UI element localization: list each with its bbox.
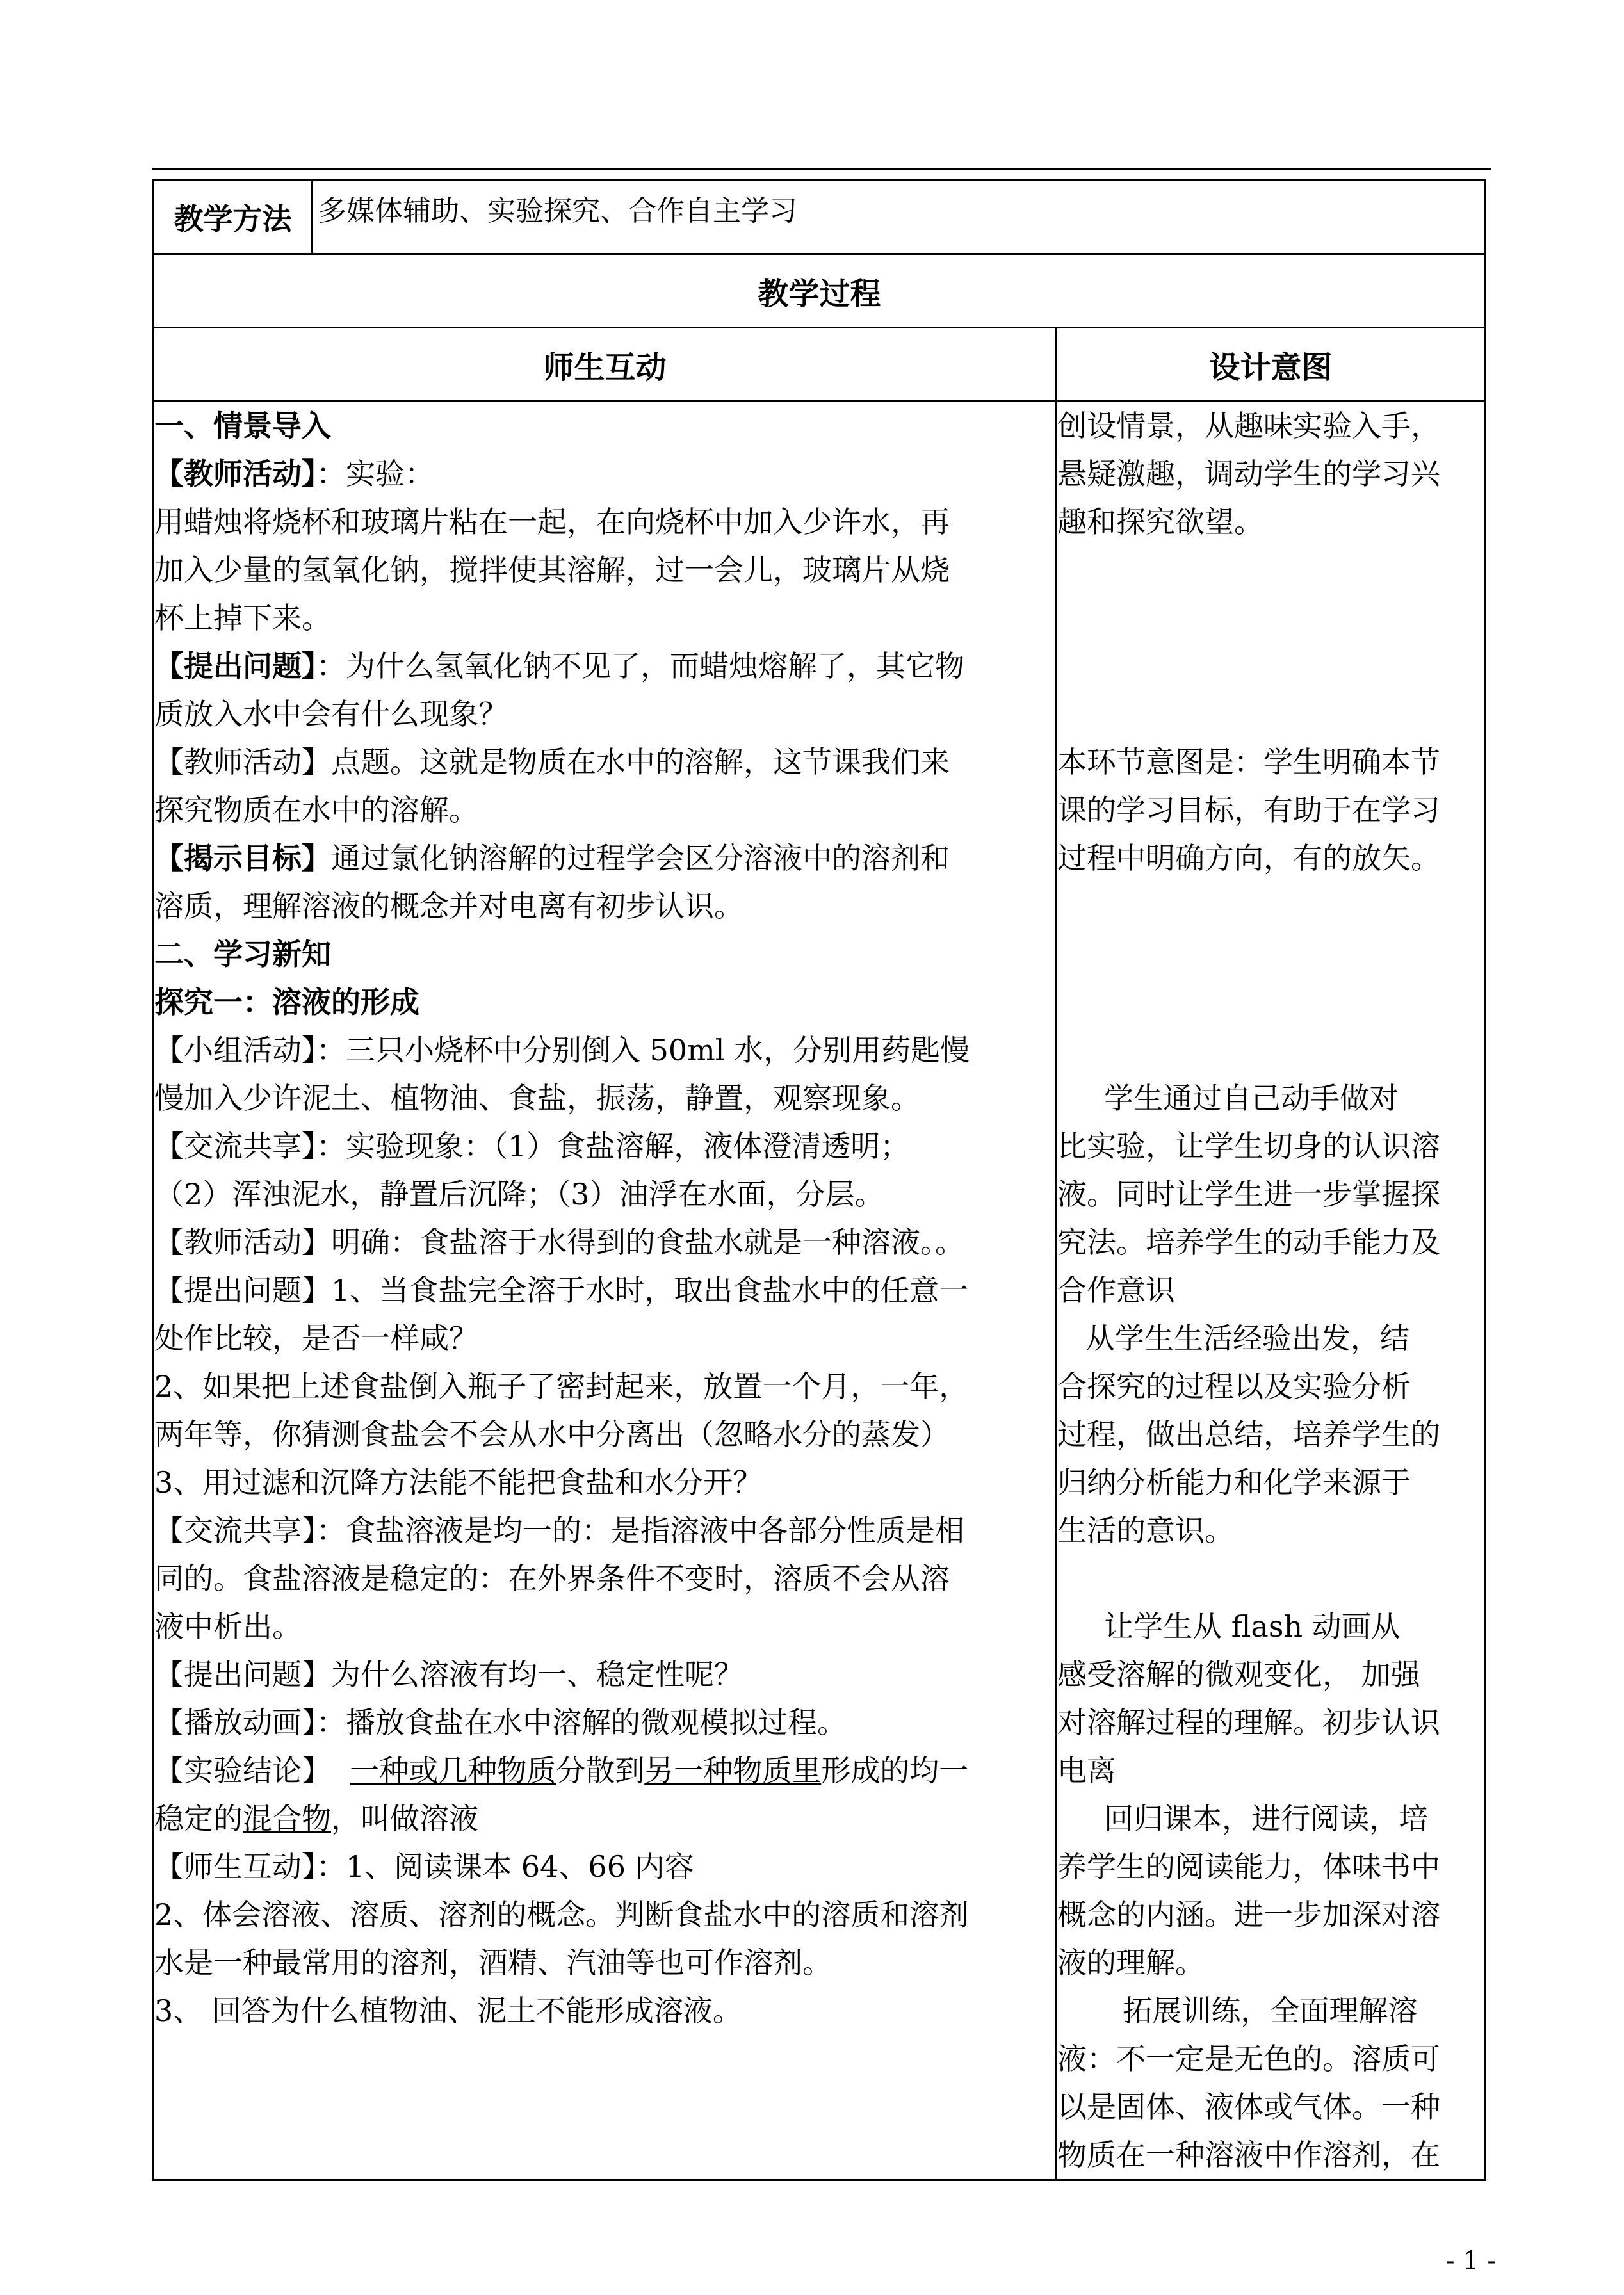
text-line: 两年等，你猜测食盐会不会从水中分离出（忽略水分的蒸发） <box>154 1417 950 1452</box>
text-line: 创设情景，从趣味实验入手， <box>1057 409 1440 443</box>
text-line: 电离 <box>1057 1753 1116 1788</box>
text-line: 2、体会溶液、溶质、溶剂的概念。判断食盐水中的溶质和溶剂 <box>154 1897 969 1932</box>
page-number: - 1 - <box>1446 2246 1496 2276</box>
text-line: 【提出问题】1、当食盐完全溶于水时，取出食盐水中的任意一 <box>154 1273 969 1308</box>
text-line: 合探究的过程以及实验分析 <box>1057 1369 1411 1404</box>
process-title: 教学过程 <box>154 254 1486 328</box>
text-line: 处作比较，是否一样咸？ <box>154 1321 478 1356</box>
tag: 【提出问题】 <box>154 649 316 683</box>
text-line: 【交流共享】：实验现象：（1）食盐溶解，液体澄清透明； <box>154 1129 910 1164</box>
text-line: 【师生互动】：1、阅读课本 64、66 内容 <box>154 1849 694 1884</box>
text-line: 【小组活动】：三只小烧杯中分别倒入 50ml 水，分别用药匙慢 <box>154 1033 970 1067</box>
lesson-plan-table <box>152 179 1486 2181</box>
method-label: 教学方法 <box>154 181 313 254</box>
text-line: 让学生从 flash 动画从 <box>1057 1609 1401 1644</box>
text-line: 回归课本，进行阅读，培 <box>1057 1801 1429 1836</box>
process-title-row <box>154 254 1486 328</box>
text-line: 对溶解过程的理解。初步认识 <box>1057 1705 1440 1740</box>
tag: 【揭示目标】 <box>154 841 331 875</box>
text-span: 分散到 <box>556 1753 645 1788</box>
text-line: 【提出问题】为什么溶液有均一、稳定性呢？ <box>154 1657 743 1692</box>
method-value: 多媒体辅助、实验探究、合作自主学习 <box>313 181 1486 254</box>
text-line: 加入少量的氢氧化钠，搅拌使其溶解，过一会儿，玻璃片从烧 <box>154 553 950 587</box>
text-line: 合作意识 <box>1057 1273 1175 1308</box>
text-line <box>154 1747 1055 1795</box>
column-header-row <box>154 328 1486 401</box>
subsection-heading: 探究一：溶液的形成 <box>154 985 419 1019</box>
text-line: 【交流共享】：食盐溶液是均一的：是指溶液中各部分性质是相 <box>154 1513 964 1548</box>
text-line: （2）浑浊泥水，静置后沉降；（3）油浮在水面，分层。 <box>154 1177 884 1212</box>
text-span: 形成的均一 <box>821 1753 969 1788</box>
text-span: ，叫做溶液 <box>331 1801 478 1836</box>
text-line: 感受溶解的微观变化， 加强 <box>1057 1657 1420 1692</box>
text-line: 杯上掉下来。 <box>154 601 331 635</box>
text-line <box>154 1795 1055 1843</box>
tag: 【教师活动】 <box>154 457 316 491</box>
text-line <box>154 450 1055 498</box>
column-header-interaction: 师生互动 <box>154 328 1057 401</box>
text-line: 养学生的阅读能力，体味书中 <box>1057 1849 1440 1884</box>
text-line: 归纳分析能力和化学来源于 <box>1057 1465 1411 1500</box>
text-span: 【实验结论】 <box>154 1753 350 1788</box>
text-line: 学生通过自己动手做对 <box>1057 1081 1399 1115</box>
underlined-term: 一种或几种物质 <box>350 1753 556 1788</box>
text-line: 探究物质在水中的溶解。 <box>154 793 478 827</box>
method-row <box>154 181 1486 254</box>
text-line: 究法。培养学生的动手能力及 <box>1057 1225 1440 1260</box>
spacer <box>1057 882 1484 1075</box>
header-rule <box>152 168 1491 170</box>
text-line: 从学生生活经验出发，结 <box>1057 1321 1409 1356</box>
text-line: 2、如果把上述食盐倒入瓶子了密封起来，放置一个月，一年， <box>154 1369 969 1404</box>
text-span: ：实验： <box>316 457 434 491</box>
text-line <box>154 642 1055 690</box>
text-line: 课的学习目标，有助于在学习 <box>1057 793 1440 827</box>
spacer <box>1057 1555 1484 1603</box>
text-line: 悬疑激趣，调动学生的学习兴 <box>1057 457 1440 491</box>
text-line: 本环节意图是：学生明确本节 <box>1057 745 1440 779</box>
text-line: 液的理解。 <box>1057 1945 1205 1980</box>
text-line: 物质在一种溶液中作溶剂，在 <box>1057 2137 1440 2172</box>
text-line: 液中析出。 <box>154 1609 302 1644</box>
text-line: 质放入水中会有什么现象？ <box>154 697 508 731</box>
column-header-intent: 设计意图 <box>1057 328 1486 401</box>
text-line: 溶质，理解溶液的概念并对电离有初步认识。 <box>154 889 743 923</box>
section-heading: 二、学习新知 <box>154 937 331 971</box>
text-line: 生活的意识。 <box>1057 1513 1234 1548</box>
section-heading: 一、情景导入 <box>154 409 331 443</box>
text-line: 同的。食盐溶液是稳定的：在外界条件不变时，溶质不会从溶 <box>154 1561 950 1596</box>
text-line: 以是固体、液体或气体。一种 <box>1057 2089 1440 2124</box>
text-span: 通过氯化钠溶解的过程学会区分溶液中的溶剂和 <box>331 841 950 875</box>
spacer <box>1057 546 1484 738</box>
underlined-term: 另一种物质里 <box>644 1753 822 1788</box>
text-line: 液：不一定是无色的。溶质可 <box>1057 2041 1440 2076</box>
text-line: 3、用过滤和沉降方法能不能把食盐和水分开？ <box>154 1465 763 1500</box>
text-line: 用蜡烛将烧杯和玻璃片粘在一起，在向烧杯中加入少许水，再 <box>154 505 950 539</box>
text-line: 水是一种最常用的溶剂，酒精、汽油等也可作溶剂。 <box>154 1945 832 1980</box>
text-line: 比实验，让学生切身的认识溶 <box>1057 1129 1440 1164</box>
text-line: 3、 回答为什么植物油、泥土不能形成溶液。 <box>154 1993 742 2028</box>
text-line: 慢加入少许泥土、植物油、食盐，振荡，静置，观察现象。 <box>154 1081 920 1115</box>
text-span: 稳定的 <box>154 1801 243 1836</box>
text-line: 【教师活动】明确：食盐溶于水得到的食盐水就是一种溶液。。 <box>154 1225 964 1260</box>
design-intent-cell <box>1057 401 1486 2180</box>
text-line: 拓展训练，全面理解溶 <box>1057 1993 1418 2028</box>
text-line: 【教师活动】点题。这就是物质在水中的溶解，这节课我们来 <box>154 745 950 779</box>
text-span: ：为什么氢氧化钠不见了，而蜡烛熔解了，其它物 <box>316 649 964 683</box>
underlined-term: 混合物 <box>243 1801 331 1836</box>
text-line: 【播放动画】：播放食盐在水中溶解的微观模拟过程。 <box>154 1705 847 1740</box>
text-line: 趣和探究欲望。 <box>1057 505 1263 539</box>
text-line: 过程中明确方向，有的放矢。 <box>1057 841 1440 875</box>
content-row <box>154 401 1486 2180</box>
text-line: 概念的内涵。进一步加深对溶 <box>1057 1897 1440 1932</box>
text-line: 过程，做出总结，培养学生的 <box>1057 1417 1440 1452</box>
text-line: 液。同时让学生进一步掌握探 <box>1057 1177 1440 1212</box>
text-line <box>154 834 1055 882</box>
interaction-cell <box>154 401 1057 2180</box>
